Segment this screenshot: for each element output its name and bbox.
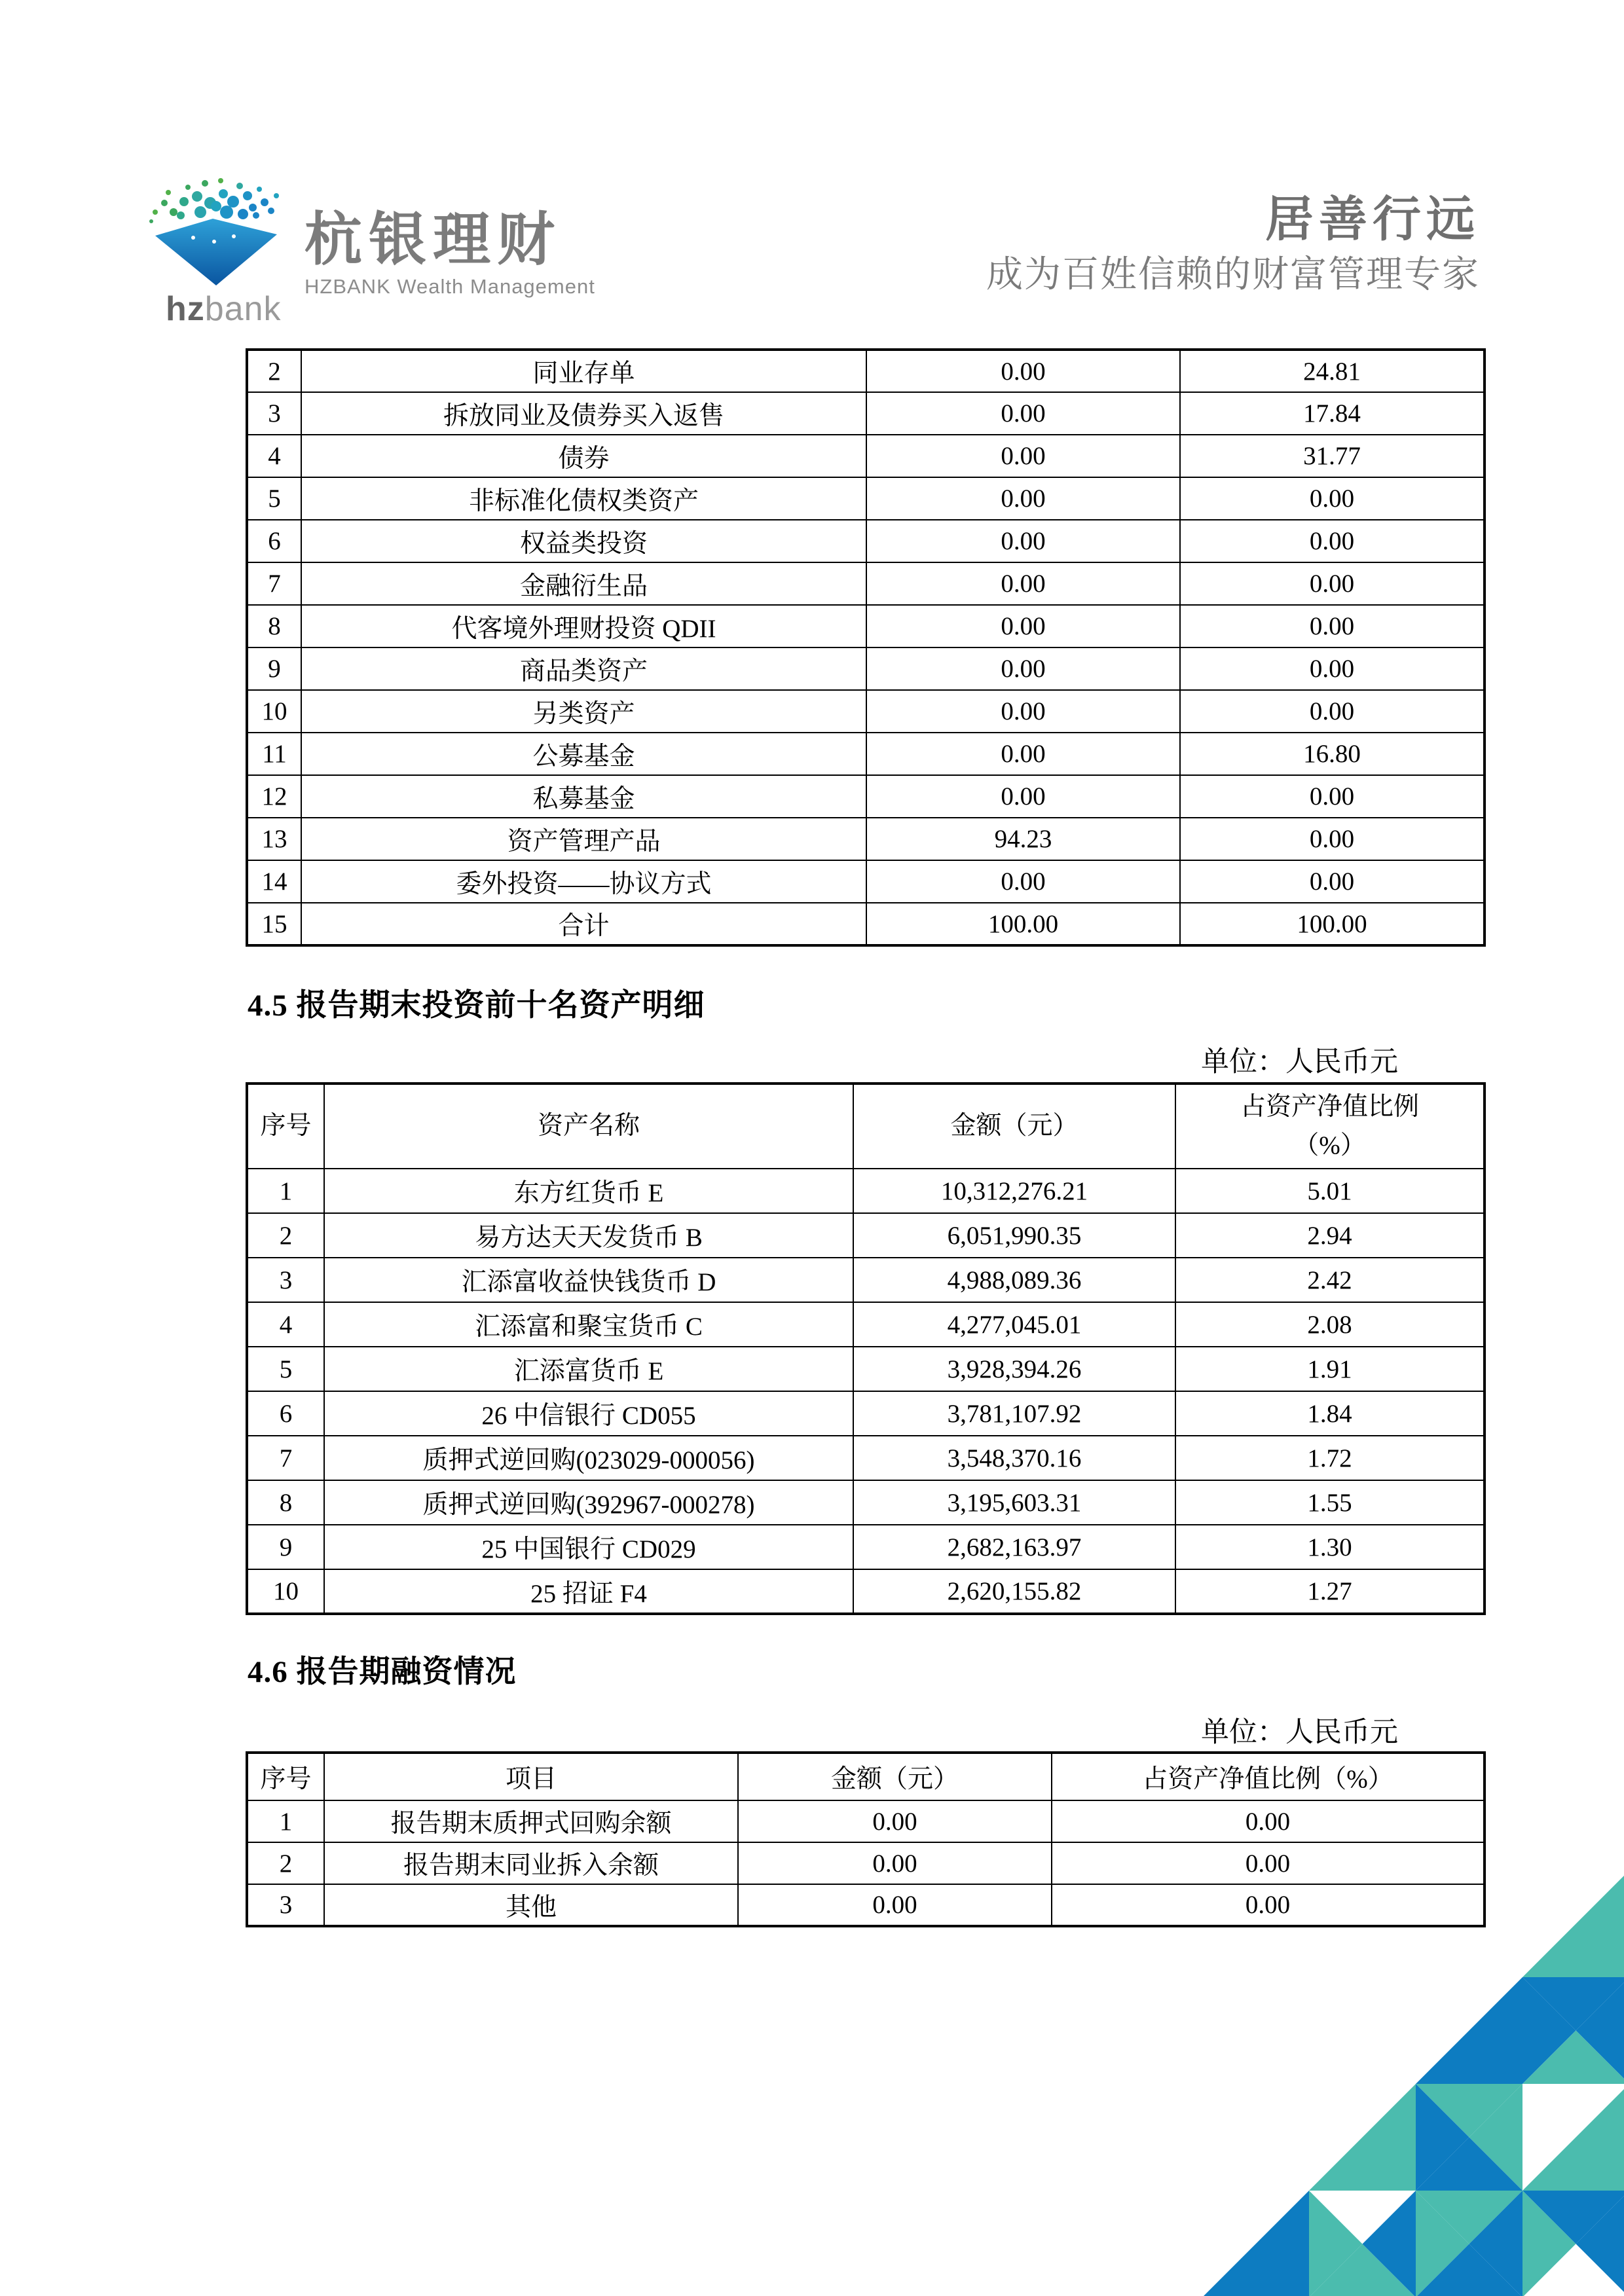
row-amount: 3,548,370.16 [853,1436,1175,1480]
row-ratio: 1.55 [1175,1480,1485,1525]
section-4-5-title: 4.5 报告期末投资前十名资产明细 [248,989,705,1023]
table-row [247,1347,1485,1391]
row-v2: 0.00 [1180,605,1485,647]
table-row [247,350,1485,392]
row-no: 13 [247,818,301,860]
top-assets-table [246,1082,1486,1615]
slogan-line1: 居善行远 [1265,192,1480,246]
row-no: 7 [247,562,301,605]
table-row [247,1800,1485,1842]
row-name: 权益类投资 [301,520,866,562]
table-row [247,1258,1485,1302]
row-no: 3 [247,1258,324,1302]
row-amount: 3,781,107.92 [853,1391,1175,1436]
brand-name-cn: 杭银理财 [304,207,562,272]
corner-triangle-mosaic [1198,1870,1624,2296]
row-name: 25 招证 F4 [324,1569,853,1614]
col-header-amount: 金额（元） [738,1753,1052,1800]
table-row [247,1169,1485,1213]
row-name: 25 中国银行 CD029 [324,1525,853,1569]
row-amount: 0.00 [738,1842,1052,1884]
row-no: 12 [247,775,301,818]
row-amount: 4,277,045.01 [853,1302,1175,1347]
row-v1: 0.00 [866,605,1180,647]
table-row [247,1213,1485,1258]
row-v2: 24.81 [1180,350,1485,392]
row-amount: 6,051,990.35 [853,1213,1175,1258]
row-name: 资产管理产品 [301,818,866,860]
row-ratio: 0.00 [1052,1884,1485,1926]
row-name: 汇添富收益快钱货币 D [324,1258,853,1302]
row-ratio: 2.08 [1175,1302,1485,1347]
row-name: 同业存单 [301,350,866,392]
row-ratio: 2.42 [1175,1258,1485,1302]
row-v2: 0.00 [1180,647,1485,690]
table-row [247,775,1485,818]
row-name: 债券 [301,435,866,477]
row-ratio: 1.84 [1175,1391,1485,1436]
col-header-ratio-line2: （%） [1293,1131,1366,1159]
row-v2: 16.80 [1180,733,1485,775]
row-name: 合计 [301,903,866,945]
brand-name-en: HZBANK Wealth Management [304,275,595,298]
logo-diamond [155,219,277,285]
row-v1: 0.00 [866,775,1180,818]
asset-allocation-table [246,348,1486,947]
row-v2: 0.00 [1180,562,1485,605]
section-4-6-title: 4.6 报告期融资情况 [248,1655,517,1689]
row-no: 3 [247,392,301,435]
row-no: 5 [247,1347,324,1391]
row-name: 私募基金 [301,775,866,818]
row-v1: 0.00 [866,520,1180,562]
row-name: 代客境外理财投资 QDII [301,605,866,647]
col-header-no: 序号 [247,1084,324,1169]
table-row [247,903,1485,945]
row-v1: 0.00 [866,860,1180,903]
row-ratio: 0.00 [1052,1800,1485,1842]
row-v2: 0.00 [1180,520,1485,562]
table-header-row [247,1753,1485,1800]
row-v2: 31.77 [1180,435,1485,477]
table-row [247,605,1485,647]
row-amount: 3,928,394.26 [853,1347,1175,1391]
row-name: 质押式逆回购(392967-000278) [324,1480,853,1525]
col-header-ratio: 占资产净值比例（%） [1052,1753,1485,1800]
table-row [247,733,1485,775]
row-name: 报告期末同业拆入余额 [324,1842,738,1884]
row-v1: 0.00 [866,477,1180,520]
row-no: 7 [247,1436,324,1480]
row-no: 3 [247,1884,324,1926]
table-row [247,520,1485,562]
row-no: 10 [247,1569,324,1614]
row-no: 6 [247,520,301,562]
row-v1: 0.00 [866,690,1180,733]
table-row [247,392,1485,435]
row-no: 9 [247,1525,324,1569]
table-row [247,1302,1485,1347]
row-v2: 0.00 [1180,477,1485,520]
row-name: 26 中信银行 CD055 [324,1391,853,1436]
row-v1: 0.00 [866,435,1180,477]
row-ratio: 0.00 [1052,1842,1485,1884]
row-name: 其他 [324,1884,738,1926]
row-v2: 0.00 [1180,818,1485,860]
row-ratio: 1.72 [1175,1436,1485,1480]
row-no: 8 [247,605,301,647]
row-v1: 100.00 [866,903,1180,945]
row-no: 9 [247,647,301,690]
hzbank-logo-icon [147,175,285,288]
table-row [247,860,1485,903]
row-amount: 2,682,163.97 [853,1525,1175,1569]
row-amount: 10,312,276.21 [853,1169,1175,1213]
table-row [247,562,1485,605]
row-no: 1 [247,1800,324,1842]
row-v1: 0.00 [866,733,1180,775]
row-no: 4 [247,1302,324,1347]
row-v1: 0.00 [866,392,1180,435]
row-v2: 100.00 [1180,903,1485,945]
row-name: 商品类资产 [301,647,866,690]
row-v2: 0.00 [1180,775,1485,818]
row-v1: 0.00 [866,647,1180,690]
row-no: 2 [247,1213,324,1258]
row-ratio: 5.01 [1175,1169,1485,1213]
col-header-name: 项目 [324,1753,738,1800]
row-ratio: 1.91 [1175,1347,1485,1391]
col-header-no: 序号 [247,1753,324,1800]
row-name: 汇添富货币 E [324,1347,853,1391]
row-name: 拆放同业及债券买入返售 [301,392,866,435]
logo-bank-text: bank [204,290,282,328]
row-v1: 0.00 [866,350,1180,392]
row-name: 非标准化债权类资产 [301,477,866,520]
row-name: 金融衍生品 [301,562,866,605]
table-row [247,1569,1485,1614]
col-header-amount: 金额（元） [853,1084,1175,1169]
row-amount: 4,988,089.36 [853,1258,1175,1302]
row-no: 6 [247,1391,324,1436]
table-row [247,1436,1485,1480]
logo-hz-text: hz [166,290,205,328]
row-no: 2 [247,1842,324,1884]
table-row [247,1480,1485,1525]
row-name: 质押式逆回购(023029-000056) [324,1436,853,1480]
row-ratio: 1.27 [1175,1569,1485,1614]
row-v1: 94.23 [866,818,1180,860]
row-no: 8 [247,1480,324,1525]
row-no: 4 [247,435,301,477]
table-row [247,435,1485,477]
table-row [247,647,1485,690]
col-header-name: 资产名称 [324,1084,853,1169]
row-no: 11 [247,733,301,775]
table-header-row [247,1084,1485,1169]
row-amount: 0.00 [738,1884,1052,1926]
unit-label-4-6: 单位：人民币元 [1201,1717,1398,1748]
row-no: 1 [247,1169,324,1213]
row-no: 14 [247,860,301,903]
unit-label-4-5: 单位：人民币元 [1201,1047,1398,1078]
col-header-ratio-line1: 占资产净值比例 [1240,1093,1419,1121]
row-no: 5 [247,477,301,520]
row-amount: 3,195,603.31 [853,1480,1175,1525]
row-v2: 17.84 [1180,392,1485,435]
row-ratio: 1.30 [1175,1525,1485,1569]
brand-block [304,207,595,299]
row-no: 10 [247,690,301,733]
logo-speckles [149,178,279,223]
table-row [247,818,1485,860]
row-name: 委外投资——协议方式 [301,860,866,903]
row-name: 汇添富和聚宝货币 C [324,1302,853,1347]
row-v1: 0.00 [866,562,1180,605]
table-row [247,477,1485,520]
row-amount: 0.00 [738,1800,1052,1842]
slogan-block [986,194,1480,293]
col-header-ratio [1175,1084,1485,1169]
row-v2: 0.00 [1180,860,1485,903]
slogan-line2: 成为百姓信赖的财富管理专家 [986,253,1480,295]
row-ratio: 2.94 [1175,1213,1485,1258]
row-no: 15 [247,903,301,945]
row-name: 报告期末质押式回购余额 [324,1800,738,1842]
table-row [247,690,1485,733]
row-amount: 2,620,155.82 [853,1569,1175,1614]
row-name: 易方达天天发货币 B [324,1213,853,1258]
row-name: 东方红货币 E [324,1169,853,1213]
row-no: 2 [247,350,301,392]
row-v2: 0.00 [1180,690,1485,733]
table-row [247,1391,1485,1436]
row-name: 另类资产 [301,690,866,733]
table-row [247,1525,1485,1569]
row-name: 公募基金 [301,733,866,775]
